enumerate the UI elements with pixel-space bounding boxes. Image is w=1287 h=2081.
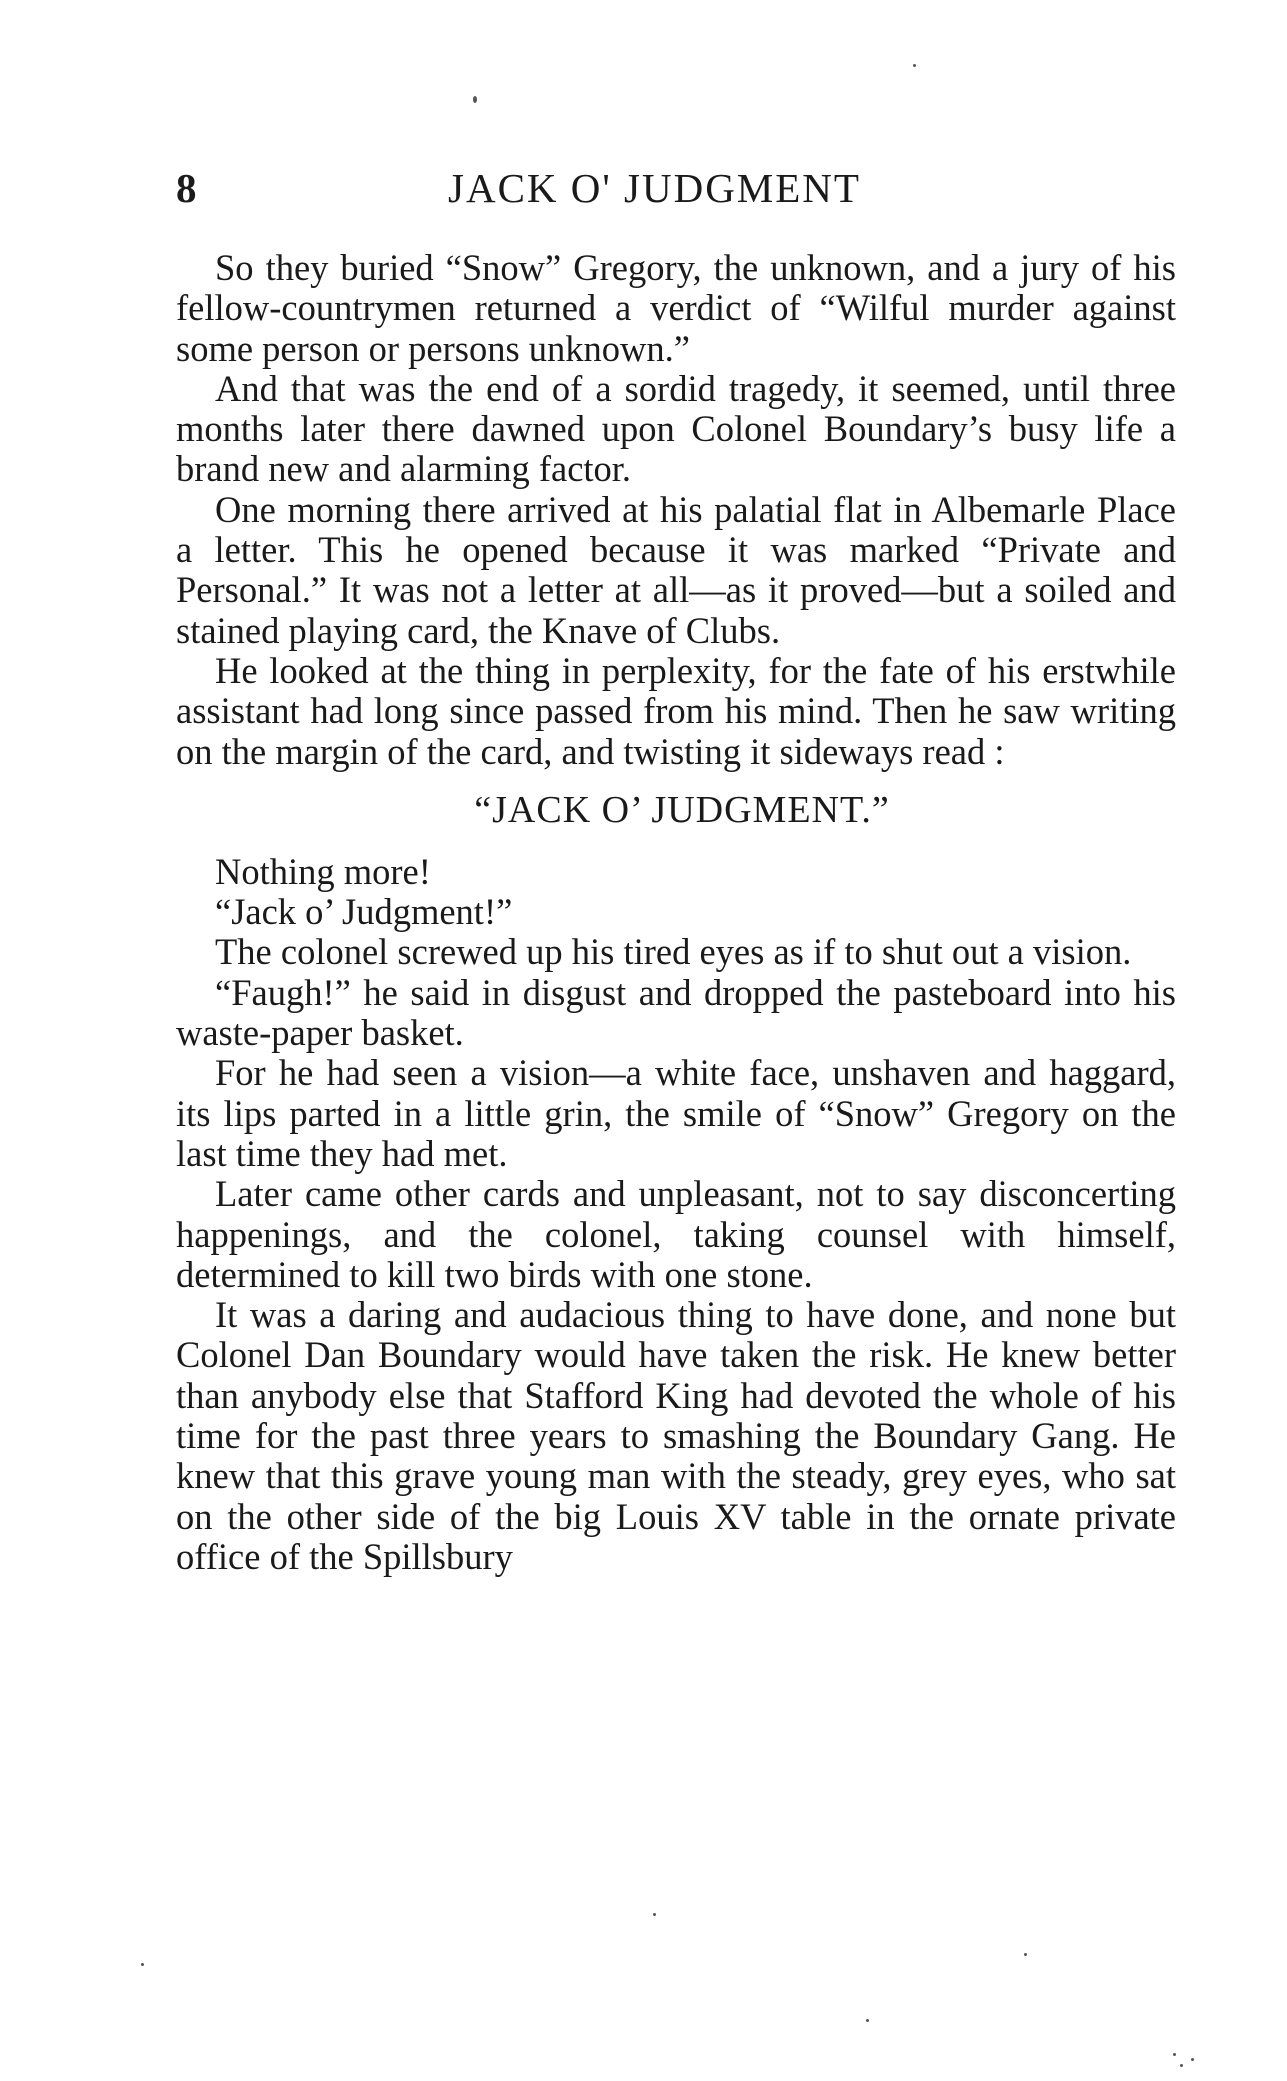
scan-speck [1173, 2053, 1176, 2056]
scan-speck [866, 2019, 869, 2022]
paragraph-faugh: “Faugh!” he said in disgust and dropped the pasteboard into his waste-paper basket. [176, 971, 1176, 1054]
running-head [176, 160, 1176, 216]
paragraph-burial: So they buried “Snow” Gregory, the unknown, and a jury of his fellow-countrymen returned a verdict of “Wilful murder against some person or persons unknown.” [176, 247, 1176, 369]
scan-speck [1024, 1953, 1027, 1956]
body-text [176, 248, 1176, 1577]
scan-speck [141, 1963, 144, 1966]
scan-speck [653, 1913, 656, 1916]
paragraph-perplexity: He looked at the thing in perplexity, for the fate of his erstwhile assistant had long since passed from his mind. Then he saw writing on the margin of the card, and twisting it sideways read : [176, 649, 1176, 772]
scan-speck [1180, 2064, 1183, 2067]
running-title: JACK O' JUDGMENT [448, 165, 861, 211]
scan-speck [473, 96, 477, 103]
paragraph-exclamation: “Jack o’ Judgment!” [215, 891, 513, 933]
paragraph-tragedy-end: And that was the end of a sordid tragedy, it seemed, until three months later there dawned upon Colonel Boundary’s busy life a brand new and alarming factor. [176, 367, 1176, 490]
paragraph-letter-arrives: One morning there arrived at his palatial flat in Albemarle Place a letter. This he opened because it was marked “Private and Personal.” It was not a letter at all—as it proved—but a soiled and stained playing card, the Knave of Clubs. [176, 488, 1176, 651]
paragraph-daring: It was a daring and audacious thing to have done, and none but Colonel Dan Boundary would have taken the risk. He knew better than anybody else that Stafford King had devoted the whole of his time for the past three years to smashing the Boundary Gang. He knew that this grave young man with the steady, grey eyes, who sat on the other side of the big Louis XV table in the ornate private office of the Spillsbury [176, 1294, 1176, 1577]
scan-speck [913, 64, 916, 67]
page-number: 8 [176, 165, 197, 211]
paragraph-nothing-more: Nothing more! [215, 850, 431, 892]
paragraph-vision: For he had seen a vision—a white face, unshaven and haggard, its lips parted in a little grin, the smile of “Snow” Gregory on the last time they had met. [176, 1052, 1176, 1174]
paragraph-colonel-eyes: The colonel screwed up his tired eyes as if to shut out a vision. [215, 931, 1132, 973]
scan-speck [1191, 2058, 1194, 2061]
paragraph-later-cards: Later came other cards and unpleasant, not to say disconcerting happenings, and the colonel, taking counsel with himself, determined to kill two birds with one stone. [176, 1173, 1176, 1295]
card-inscription: “JACK O’ JUDGMENT.” [474, 788, 890, 831]
